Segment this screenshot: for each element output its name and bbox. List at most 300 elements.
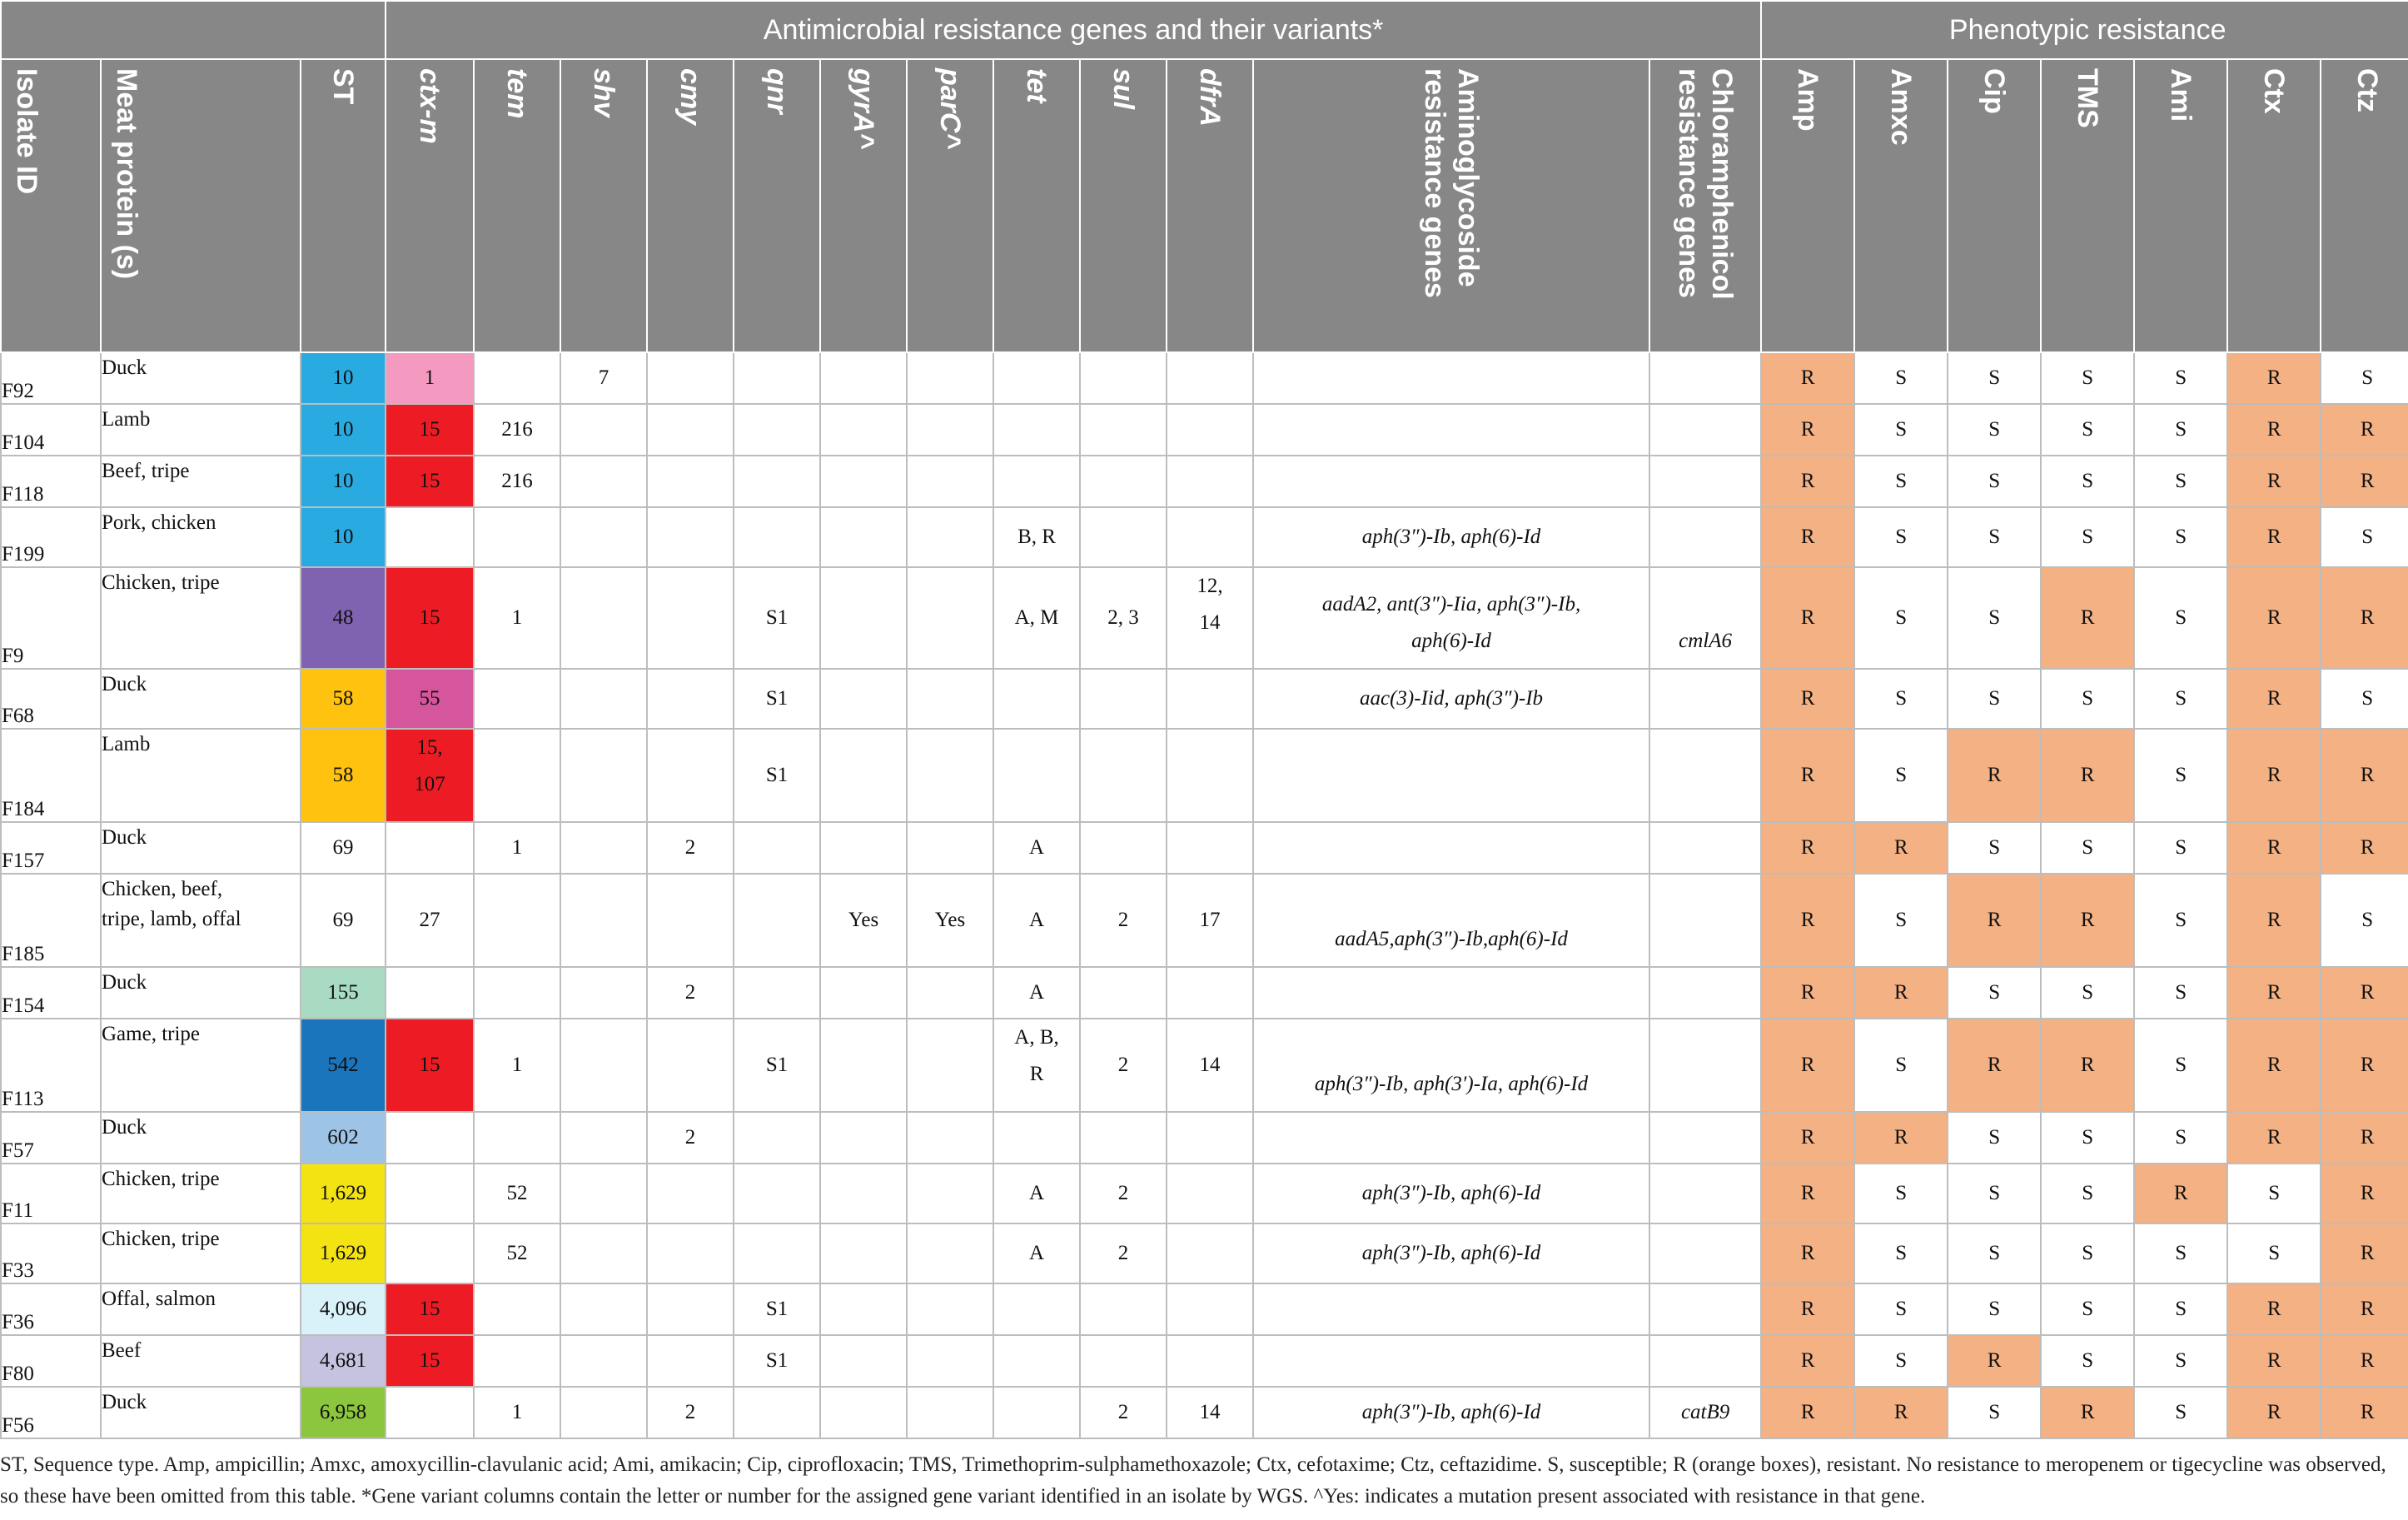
cell-qnr	[734, 352, 820, 404]
column-header-label: Isolate ID	[11, 68, 42, 195]
cell-isolate_id: F36	[1, 1283, 101, 1335]
column-header-tet	[993, 59, 1080, 352]
table-row	[1, 352, 2408, 404]
cell-cmy	[647, 456, 734, 507]
cell-ctz: R	[2321, 1164, 2408, 1223]
cell-ctx: R	[2227, 1112, 2321, 1164]
cell-chlor	[1649, 1283, 1761, 1335]
cell-tem: 1	[474, 1019, 560, 1112]
cell-tem	[474, 1335, 560, 1387]
cell-meat: Chicken, beef, tripe, lamb, offal	[101, 874, 301, 967]
cell-sul	[1080, 507, 1167, 567]
table-row	[1, 669, 2408, 729]
cell-amxc: S	[1854, 669, 1948, 729]
cell-parc	[907, 1112, 993, 1164]
cell-ctx: R	[2227, 822, 2321, 874]
cell-cmy	[647, 1223, 734, 1283]
cell-ami: S	[2134, 967, 2227, 1019]
cell-shv	[560, 729, 647, 822]
cell-amino	[1253, 456, 1649, 507]
cell-st: 10	[301, 456, 386, 507]
cell-sul: 2	[1080, 874, 1167, 967]
cell-amp: R	[1761, 874, 1854, 967]
cell-chlor	[1649, 1112, 1761, 1164]
cell-chlor: cmlA6	[1649, 567, 1761, 669]
cell-ctxm: 15	[386, 1283, 474, 1335]
cell-chlor	[1649, 874, 1761, 967]
cell-amxc: S	[1854, 1223, 1948, 1283]
cell-amino: aph(3″)-Ib, aph(6)-Id	[1253, 1164, 1649, 1223]
cell-gyra	[820, 967, 907, 1019]
cell-sul	[1080, 729, 1167, 822]
cell-ctz: R	[2321, 967, 2408, 1019]
cell-chlor	[1649, 507, 1761, 567]
cell-cmy	[647, 729, 734, 822]
cell-cmy	[647, 1164, 734, 1223]
cell-amp: R	[1761, 507, 1854, 567]
cell-meat: Lamb	[101, 729, 301, 822]
cell-parc	[907, 1164, 993, 1223]
cell-ctz: R	[2321, 567, 2408, 669]
cell-chlor	[1649, 404, 1761, 456]
table-row	[1, 456, 2408, 507]
cell-isolate_id: F157	[1, 822, 101, 874]
cell-meat: Chicken, tripe	[101, 1164, 301, 1223]
cell-amino	[1253, 822, 1649, 874]
cell-parc	[907, 822, 993, 874]
cell-sul: 2, 3	[1080, 567, 1167, 669]
cell-tet	[993, 404, 1080, 456]
cell-ami: S	[2134, 874, 2227, 967]
cell-amxc: S	[1854, 507, 1948, 567]
cell-amxc: S	[1854, 404, 1948, 456]
cell-shv: 7	[560, 352, 647, 404]
cell-chlor	[1649, 1019, 1761, 1112]
cell-amp: R	[1761, 1335, 1854, 1387]
cell-amp: R	[1761, 1112, 1854, 1164]
cell-parc	[907, 404, 993, 456]
cell-tet: A, B, R	[993, 1019, 1080, 1112]
group-header-phenotypic: Phenotypic resistance	[1761, 1, 2408, 59]
cell-tem	[474, 352, 560, 404]
cell-cip: S	[1948, 669, 2041, 729]
cell-amp: R	[1761, 1223, 1854, 1283]
cell-amp: R	[1761, 352, 1854, 404]
cell-st: 155	[301, 967, 386, 1019]
cell-gyra	[820, 507, 907, 567]
cell-ctxm	[386, 1164, 474, 1223]
cell-dfra: 14	[1167, 1019, 1253, 1112]
cell-ctxm: 27	[386, 874, 474, 967]
cell-ami: S	[2134, 669, 2227, 729]
cell-amxc: R	[1854, 1387, 1948, 1438]
cell-cip: R	[1948, 1019, 2041, 1112]
cell-ami: S	[2134, 1223, 2227, 1283]
cell-cip: S	[1948, 567, 2041, 669]
cell-shv	[560, 874, 647, 967]
table-row	[1, 1164, 2408, 1223]
cell-dfra	[1167, 1335, 1253, 1387]
cell-qnr	[734, 1164, 820, 1223]
cell-cip: R	[1948, 729, 2041, 822]
cell-isolate_id: F92	[1, 352, 101, 404]
cell-isolate_id: F104	[1, 404, 101, 456]
cell-qnr: S1	[734, 1283, 820, 1335]
cell-meat: Beef, tripe	[101, 456, 301, 507]
column-header-label: ctx-m	[414, 68, 446, 144]
cell-ctz: S	[2321, 874, 2408, 967]
column-header-label: Cip	[1978, 68, 2011, 114]
cell-gyra	[820, 1387, 907, 1438]
cell-parc	[907, 507, 993, 567]
cell-parc	[907, 1019, 993, 1112]
cell-ctx: R	[2227, 404, 2321, 456]
cell-sul: 2	[1080, 1387, 1167, 1438]
cell-ctxm: 15	[386, 456, 474, 507]
cell-meat: Duck	[101, 352, 301, 404]
cell-amxc: S	[1854, 1019, 1948, 1112]
cell-ctz: R	[2321, 1387, 2408, 1438]
cell-chlor	[1649, 352, 1761, 404]
cell-amp: R	[1761, 729, 1854, 822]
cell-parc	[907, 669, 993, 729]
cell-tet	[993, 352, 1080, 404]
cell-tem	[474, 1112, 560, 1164]
cell-ctz: R	[2321, 1223, 2408, 1283]
cell-tms: R	[2041, 1387, 2134, 1438]
cell-cip: S	[1948, 404, 2041, 456]
cell-meat: Game, tripe	[101, 1019, 301, 1112]
cell-gyra	[820, 1283, 907, 1335]
cell-meat: Duck	[101, 822, 301, 874]
cell-st: 6,958	[301, 1387, 386, 1438]
cell-ctxm	[386, 1223, 474, 1283]
cell-tem: 52	[474, 1164, 560, 1223]
cell-amxc: S	[1854, 874, 1948, 967]
cell-cmy: 2	[647, 1387, 734, 1438]
cell-tms: S	[2041, 1164, 2134, 1223]
cell-amxc: S	[1854, 456, 1948, 507]
cell-cip: S	[1948, 1164, 2041, 1223]
cell-amp: R	[1761, 967, 1854, 1019]
cell-ctx: S	[2227, 1164, 2321, 1223]
column-header-label: dfrA	[1194, 68, 1226, 127]
cell-ami: S	[2134, 352, 2227, 404]
column-header-label: qnr	[761, 68, 794, 114]
column-header-label: tet	[1021, 68, 1053, 103]
column-header-chlor	[1649, 59, 1761, 352]
cell-st: 1,629	[301, 1223, 386, 1283]
cell-amp: R	[1761, 822, 1854, 874]
cell-qnr: S1	[734, 1335, 820, 1387]
cell-amino	[1253, 352, 1649, 404]
column-header-label: Amxc	[1885, 68, 1918, 146]
column-header-label: TMS	[2072, 68, 2104, 128]
cell-tet	[993, 669, 1080, 729]
column-header-tem	[474, 59, 560, 352]
cell-amxc: S	[1854, 567, 1948, 669]
cell-chlor	[1649, 1335, 1761, 1387]
cell-parc	[907, 567, 993, 669]
cell-tet	[993, 456, 1080, 507]
cell-dfra	[1167, 669, 1253, 729]
cell-cmy	[647, 874, 734, 967]
cell-ctxm	[386, 967, 474, 1019]
cell-ctx: R	[2227, 1387, 2321, 1438]
cell-tet: A	[993, 822, 1080, 874]
cell-gyra	[820, 669, 907, 729]
cell-shv	[560, 967, 647, 1019]
cell-sul	[1080, 1283, 1167, 1335]
cell-tem	[474, 669, 560, 729]
cell-meat: Duck	[101, 967, 301, 1019]
cell-parc	[907, 729, 993, 822]
table-row	[1, 507, 2408, 567]
cell-isolate_id: F33	[1, 1223, 101, 1283]
cell-qnr: S1	[734, 1019, 820, 1112]
cell-meat: Lamb	[101, 404, 301, 456]
cell-dfra	[1167, 729, 1253, 822]
cell-ctx: R	[2227, 729, 2321, 822]
cell-tet: A	[993, 1223, 1080, 1283]
cell-shv	[560, 669, 647, 729]
cell-cip: S	[1948, 1283, 2041, 1335]
column-header-cmy	[647, 59, 734, 352]
cell-cip: S	[1948, 507, 2041, 567]
cell-parc	[907, 352, 993, 404]
cell-ctx: R	[2227, 1019, 2321, 1112]
cell-dfra	[1167, 352, 1253, 404]
cell-cmy: 2	[647, 1112, 734, 1164]
cell-st: 48	[301, 567, 386, 669]
cell-amino	[1253, 404, 1649, 456]
column-header-ctx	[2227, 59, 2321, 352]
cell-cmy	[647, 404, 734, 456]
cell-ctz: R	[2321, 456, 2408, 507]
cell-isolate_id: F56	[1, 1387, 101, 1438]
cell-isolate_id: F118	[1, 456, 101, 507]
cell-st: 10	[301, 507, 386, 567]
cell-tem: 216	[474, 404, 560, 456]
cell-dfra	[1167, 1283, 1253, 1335]
column-header-tms	[2041, 59, 2134, 352]
table-row	[1, 404, 2408, 456]
cell-gyra	[820, 1164, 907, 1223]
cell-cmy	[647, 1335, 734, 1387]
cell-ctx: R	[2227, 456, 2321, 507]
cell-ctz: R	[2321, 1283, 2408, 1335]
cell-amxc: S	[1854, 352, 1948, 404]
cell-gyra	[820, 456, 907, 507]
cell-parc	[907, 1335, 993, 1387]
table-row	[1, 729, 2408, 822]
cell-ctz: R	[2321, 729, 2408, 822]
cell-qnr	[734, 507, 820, 567]
cell-dfra: 12, 14	[1167, 567, 1253, 669]
table-row	[1, 1335, 2408, 1387]
cell-shv	[560, 822, 647, 874]
cell-tet	[993, 1387, 1080, 1438]
table-row	[1, 1019, 2408, 1112]
cell-ami: S	[2134, 822, 2227, 874]
column-header-ctxm	[386, 59, 474, 352]
cell-ctz: R	[2321, 822, 2408, 874]
column-header-st	[301, 59, 386, 352]
cell-dfra	[1167, 507, 1253, 567]
cell-qnr	[734, 1112, 820, 1164]
cell-meat: Offal, salmon	[101, 1283, 301, 1335]
cell-shv	[560, 1283, 647, 1335]
cell-sul	[1080, 1112, 1167, 1164]
cell-meat: Chicken, tripe	[101, 1223, 301, 1283]
cell-ctxm	[386, 507, 474, 567]
table-row	[1, 1223, 2408, 1283]
cell-amino	[1253, 1283, 1649, 1335]
cell-ctx: R	[2227, 874, 2321, 967]
cell-ctxm: 15	[386, 567, 474, 669]
cell-qnr: S1	[734, 669, 820, 729]
cell-cmy	[647, 669, 734, 729]
cell-parc: Yes	[907, 874, 993, 967]
cell-ami: S	[2134, 567, 2227, 669]
cell-sul	[1080, 1335, 1167, 1387]
column-header-label: sul	[1107, 68, 1140, 110]
cell-gyra: Yes	[820, 874, 907, 967]
cell-tem: 52	[474, 1223, 560, 1283]
cell-ctx: R	[2227, 507, 2321, 567]
column-header-meat	[101, 59, 301, 352]
cell-chlor	[1649, 967, 1761, 1019]
cell-tet: B, R	[993, 507, 1080, 567]
cell-tem: 216	[474, 456, 560, 507]
cell-st: 58	[301, 669, 386, 729]
cell-qnr: S1	[734, 729, 820, 822]
cell-ami: S	[2134, 404, 2227, 456]
cell-amino: aph(3″)-Ib, aph(6)-Id	[1253, 1223, 1649, 1283]
cell-cip: S	[1948, 352, 2041, 404]
cell-sul: 2	[1080, 1164, 1167, 1223]
table-row	[1, 967, 2408, 1019]
cell-shv	[560, 567, 647, 669]
cell-cmy	[647, 1019, 734, 1112]
cell-sul	[1080, 822, 1167, 874]
table-row	[1, 1283, 2408, 1335]
cell-cmy	[647, 507, 734, 567]
cell-dfra: 17	[1167, 874, 1253, 967]
cell-qnr	[734, 1387, 820, 1438]
cell-amp: R	[1761, 567, 1854, 669]
cell-cmy	[647, 352, 734, 404]
cell-chlor	[1649, 456, 1761, 507]
cell-tet	[993, 1112, 1080, 1164]
table-row	[1, 822, 2408, 874]
cell-st: 4,681	[301, 1335, 386, 1387]
cell-sul: 2	[1080, 1019, 1167, 1112]
cell-tet: A	[993, 967, 1080, 1019]
cell-parc	[907, 967, 993, 1019]
cell-tet	[993, 1335, 1080, 1387]
cell-ami: R	[2134, 1164, 2227, 1223]
cell-meat: Beef	[101, 1335, 301, 1387]
cell-ctx: R	[2227, 567, 2321, 669]
cell-tms: R	[2041, 874, 2134, 967]
cell-amp: R	[1761, 1019, 1854, 1112]
cell-gyra	[820, 567, 907, 669]
table-row	[1, 567, 2408, 669]
cell-ctxm: 1	[386, 352, 474, 404]
cell-tms: S	[2041, 822, 2134, 874]
cell-meat: Pork, chicken	[101, 507, 301, 567]
cell-amino	[1253, 1335, 1649, 1387]
cell-amino	[1253, 1112, 1649, 1164]
cell-dfra	[1167, 404, 1253, 456]
cell-cip: S	[1948, 1387, 2041, 1438]
cell-qnr	[734, 874, 820, 967]
cell-tms: S	[2041, 1223, 2134, 1283]
cell-ami: S	[2134, 729, 2227, 822]
cell-ctxm	[386, 1112, 474, 1164]
cell-ctx: R	[2227, 1283, 2321, 1335]
cell-chlor	[1649, 1223, 1761, 1283]
cell-isolate_id: F154	[1, 967, 101, 1019]
cell-chlor	[1649, 669, 1761, 729]
cell-tms: R	[2041, 729, 2134, 822]
cell-chlor	[1649, 729, 1761, 822]
cell-amino: aadA2, ant(3″)-Iia, aph(3″)-Ib, aph(6)-Id	[1253, 567, 1649, 669]
cell-tet: A	[993, 1164, 1080, 1223]
cell-shv	[560, 1164, 647, 1223]
cell-meat: Chicken, tripe	[101, 567, 301, 669]
cell-qnr	[734, 456, 820, 507]
column-header-shv	[560, 59, 647, 352]
cell-qnr: S1	[734, 567, 820, 669]
cell-tet: A, M	[993, 567, 1080, 669]
cell-amp: R	[1761, 669, 1854, 729]
cell-tms: S	[2041, 352, 2134, 404]
cell-ctx: R	[2227, 1335, 2321, 1387]
cell-qnr	[734, 967, 820, 1019]
cell-sul	[1080, 404, 1167, 456]
cell-sul: 2	[1080, 1223, 1167, 1283]
cell-gyra	[820, 1112, 907, 1164]
cell-dfra	[1167, 967, 1253, 1019]
table-row	[1, 874, 2408, 967]
cell-ctx: R	[2227, 669, 2321, 729]
table-row	[1, 1387, 2408, 1438]
group-header-amr: Antimicrobial resistance genes and their variants*	[386, 1, 1761, 59]
cell-dfra	[1167, 456, 1253, 507]
cell-amp: R	[1761, 1283, 1854, 1335]
column-header-cip	[1948, 59, 2041, 352]
cell-isolate_id: F113	[1, 1019, 101, 1112]
cell-isolate_id: F11	[1, 1164, 101, 1223]
cell-amxc: S	[1854, 1164, 1948, 1223]
cell-ami: S	[2134, 507, 2227, 567]
cell-amp: R	[1761, 1164, 1854, 1223]
cell-tms: S	[2041, 1112, 2134, 1164]
cell-chlor: catB9	[1649, 1387, 1761, 1438]
cell-st: 1,629	[301, 1164, 386, 1223]
cell-tms: R	[2041, 1019, 2134, 1112]
cell-isolate_id: F184	[1, 729, 101, 822]
column-header-label: Ctx	[2258, 68, 2291, 114]
cell-sul	[1080, 456, 1167, 507]
cell-tms: S	[2041, 967, 2134, 1019]
column-header-ami	[2134, 59, 2227, 352]
cell-tms: R	[2041, 567, 2134, 669]
cell-meat: Duck	[101, 1387, 301, 1438]
cell-amino: aadA5,aph(3″)-Ib,aph(6)-Id	[1253, 874, 1649, 967]
